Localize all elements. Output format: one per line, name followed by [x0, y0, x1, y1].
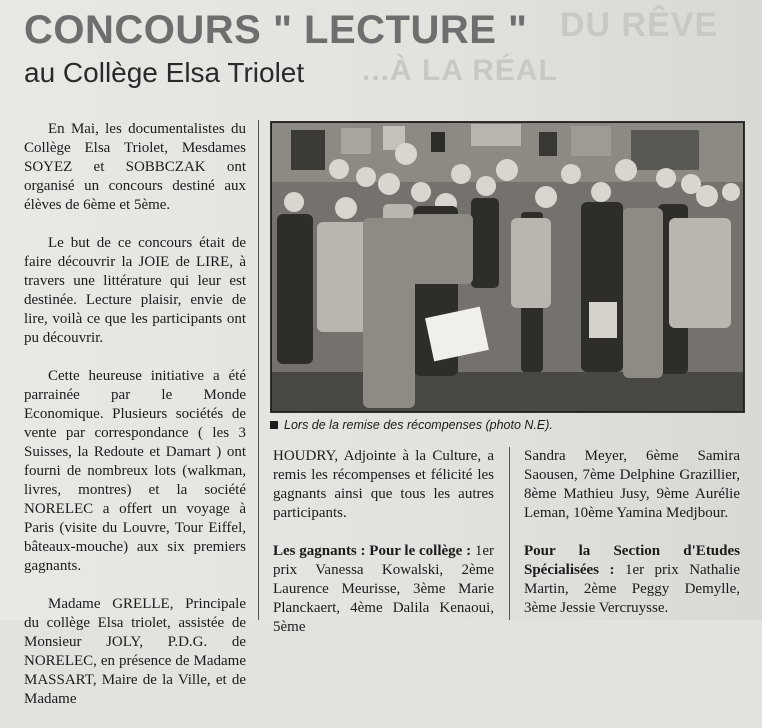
section-winners: 1er prix Nathalie Martin, 2ème Peggy Demylle, 3ème Jessie Vercruysse.	[524, 562, 740, 616]
headline: CONCOURS " LECTURE "	[24, 8, 528, 52]
caption-bullet	[270, 421, 278, 429]
paragraph: Sandra Meyer, 6ème Samira Saousen, 7ème Delphine Grazillier, 8ème Mathieu Jusy, 9ème Aurélie Leman, 10ème Yamina Medjbour.	[524, 448, 740, 521]
winners-label: Les gagnants : Pour le collège :	[273, 543, 472, 559]
winners-list: 1er prix Vanessa Kowalski, 2ème Laurence Meurisse, 3ème Marie Planckaert, 4ème Dalila Kenaoui, 5ème	[273, 543, 494, 635]
paragraph: Cette heureuse initiative a été parrainée par le Monde Economique. Plusieurs sociétés de vente par correspondance ( les 3 Suisses, la Redoute et Damart ) ont fourni de nombreux lots (walkman, livres, montres) et la société NORELEC a offert un voyage à Paris (visite du Louvre, Tour Eiffel, bâteaux-mouche) aux six premiers gagnants.	[24, 368, 246, 574]
column-3	[524, 447, 740, 637]
column-1	[24, 120, 246, 728]
paragraph: Le but de ce concours était de faire découvrir la JOIE de LIRE, à travers une littérature qui leur est destinée. Lecture plaisir, envie de lire, voilà ce que les participants ont pu découvrir.	[24, 235, 246, 346]
section-label: Pour la Section d'Etudes Spécialisées :	[524, 543, 740, 578]
column-divider	[509, 447, 510, 620]
paragraph	[524, 542, 740, 618]
group-photo	[270, 121, 745, 413]
photo-caption	[270, 418, 743, 432]
bleed-through-text: ...À LA RÉAL	[362, 54, 558, 87]
caption-text: Lors de la remise des récompenses (photo N.E).	[284, 418, 553, 432]
paragraph: Madame GRELLE, Principale du collège Elsa triolet, assistée de Monsieur JOLY, P.D.G. de NORELEC, en présence de Madame MASSART, Maire de la Ville, et de Madame	[24, 596, 246, 707]
bleed-through-text: DU RÊVE	[560, 6, 719, 44]
column-2	[273, 447, 494, 656]
paragraph: HOUDRY, Adjointe à la Culture, a remis les récompenses et félicité les gagnants ainsi que tous les autres participants.	[273, 448, 494, 521]
paragraph: En Mai, les documentalistes du Collège Elsa Triolet, Mesdames SOYEZ et SOBBCZAK ont organisé un concours destiné aux élèves de 6ème et 5ème.	[24, 121, 246, 213]
subheadline: au Collège Elsa Triolet	[24, 57, 305, 88]
column-divider	[258, 120, 259, 620]
paragraph	[273, 542, 494, 637]
